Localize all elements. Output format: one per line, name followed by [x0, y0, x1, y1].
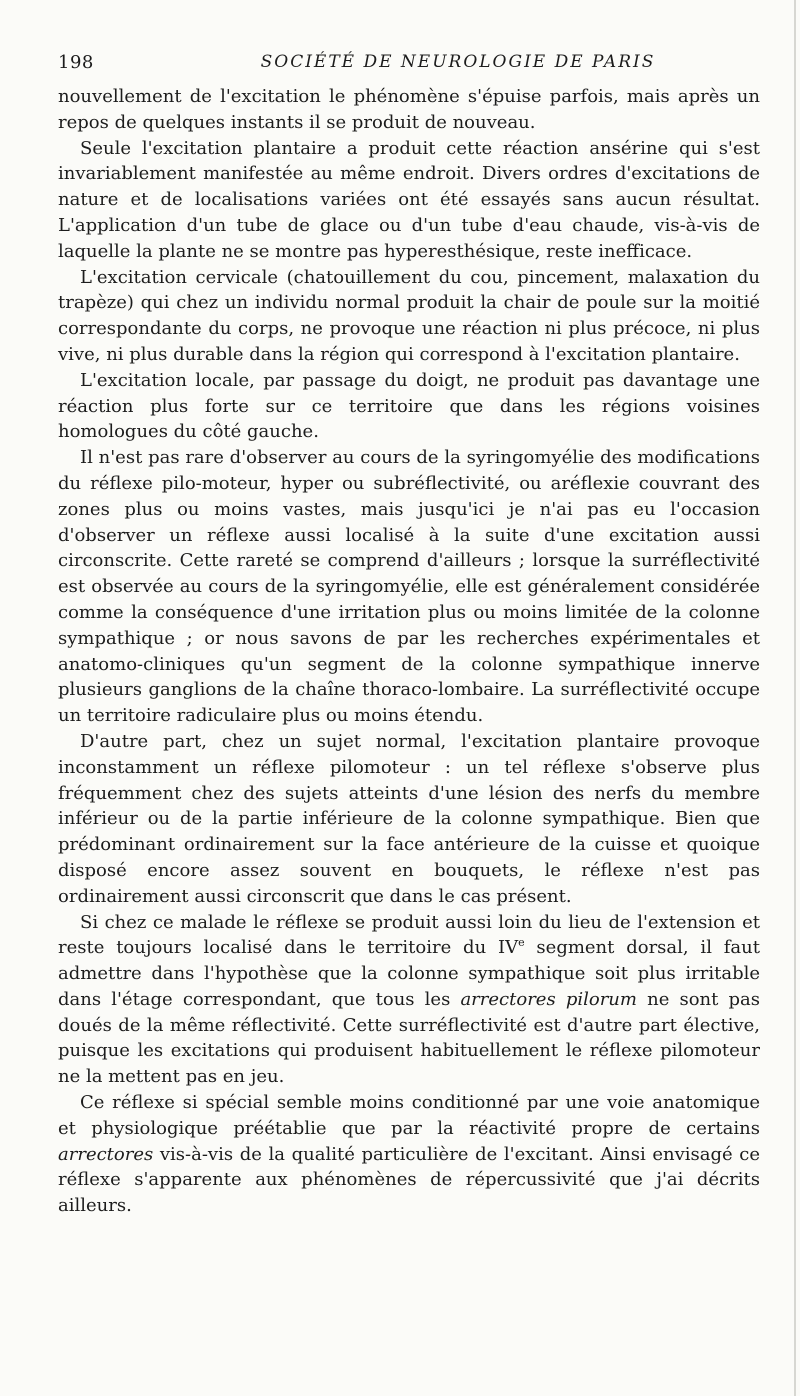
page-number: 198: [58, 52, 94, 73]
running-title: SOCIÉTÉ DE NEUROLOGIE DE PARIS: [260, 52, 656, 72]
italic-term: arrectores: [58, 1143, 154, 1165]
page-edge-line: [794, 0, 796, 1396]
paragraph: L'excitation locale, par passage du doigt, ne produit pas davantage une réaction plus forte sur ce territoire que dans les régions voisines homologues du côté gauche.: [58, 369, 760, 443]
paragraph: nouvellement de l'excitation le phénomène s'épuise parfois, mais après un repos de quelques instants il se produit de nouveau.: [58, 86, 760, 133]
body-text: [58, 84, 760, 1219]
paragraph: D'autre part, chez un sujet normal, l'excitation plantaire provoque inconstamment un réflexe pilomoteur : un tel réflexe s'observe plus fréquemment chez des sujets atteints d'une lésion des nerfs du membre inférieur ou de la partie inférieure de la colonne sympathique. Bien que prédominant ordinairement sur la face antérieure de la cuisse et quoique disposé encore assez souvent en bouquets, le réflexe n'est pas ordinairement aussi circonscrit que dans le cas présent.: [58, 730, 760, 907]
paragraph-text: vis-à-vis de la qualité particulière de l'excitant. Ainsi envisagé ce réflexe s'apparente aux phénomènes de répercussivité que j'ai décrits ailleurs.: [58, 1143, 760, 1217]
paragraph: [58, 910, 760, 1091]
paragraph: [58, 1090, 760, 1219]
paragraph: Seule l'excitation plantaire a produit cette réaction ansérine qui s'est invariablement manifestée au même endroit. Divers ordres d'excitations de nature et de localisations variées ont été essayés sans aucun résultat. L'application d'un tube de glace ou d'un tube d'eau chaude, vis-à-vis de laquelle la plante ne se montre pas hyperesthésique, reste inefficace.: [58, 137, 760, 262]
paragraph-text: ne sont pas doués de la même réflectivité. Cette surréflectivité est d'autre part élective, puisque les excitations qui produisent habituellement le réflexe pilomoteur ne la mettent pas en jeu.: [58, 988, 760, 1088]
paragraph: Il n'est pas rare d'observer au cours de la syringomyélie des modifications du réflexe pilo-moteur, hyper ou subréflectivité, ou aréflexie couvrant des zones plus ou moins vastes, mais jusqu'ici je n'ai pas eu l'occasion d'observer un réflexe aussi localisé à la suite d'une excitation aussi circonscrite. Cette rareté se comprend d'ailleurs ; lorsque la surréflectivité est observée au cours de la syringomyélie, elle est généralement considérée comme la conséquence d'une irritation plus ou moins limitée de la colonne sympathique ; or nous savons de par les recherches expérimentales et anatomo-cliniques qu'un segment de la colonne sympathique innerve plusieurs ganglions de la chaîne thoraco-lombaire. La surréflectivité occupe un territoire radiculaire plus ou moins étendu.: [58, 447, 760, 727]
page-header: [58, 52, 758, 76]
paragraph-text: segment dorsal, il faut admettre dans l'hypothèse que la colonne sympathique soit plus irritable dans l'étage correspondant, que tous les: [58, 937, 760, 1010]
italic-term: arrectores pilorum: [460, 988, 637, 1010]
superscript: e: [518, 936, 525, 950]
paragraph-text: Si chez ce malade le réflexe se produit aussi loin du lieu de l'extension et reste toujours localisé dans le territoire du IV: [58, 911, 760, 959]
paragraph: L'excitation cervicale (chatouillement du cou, pincement, malaxation du trapèze) qui chez un individu normal produit la chair de poule sur la moitié correspondante du corps, ne provoque une réaction ni plus précoce, ni plus vive, ni plus durable dans la région qui correspond à l'excitation plantaire.: [58, 266, 760, 365]
paragraph-text: Ce réflexe si spécial semble moins conditionné par une voie anatomique et physiologique préétablie que par la réactivité propre de certains: [58, 1092, 760, 1139]
